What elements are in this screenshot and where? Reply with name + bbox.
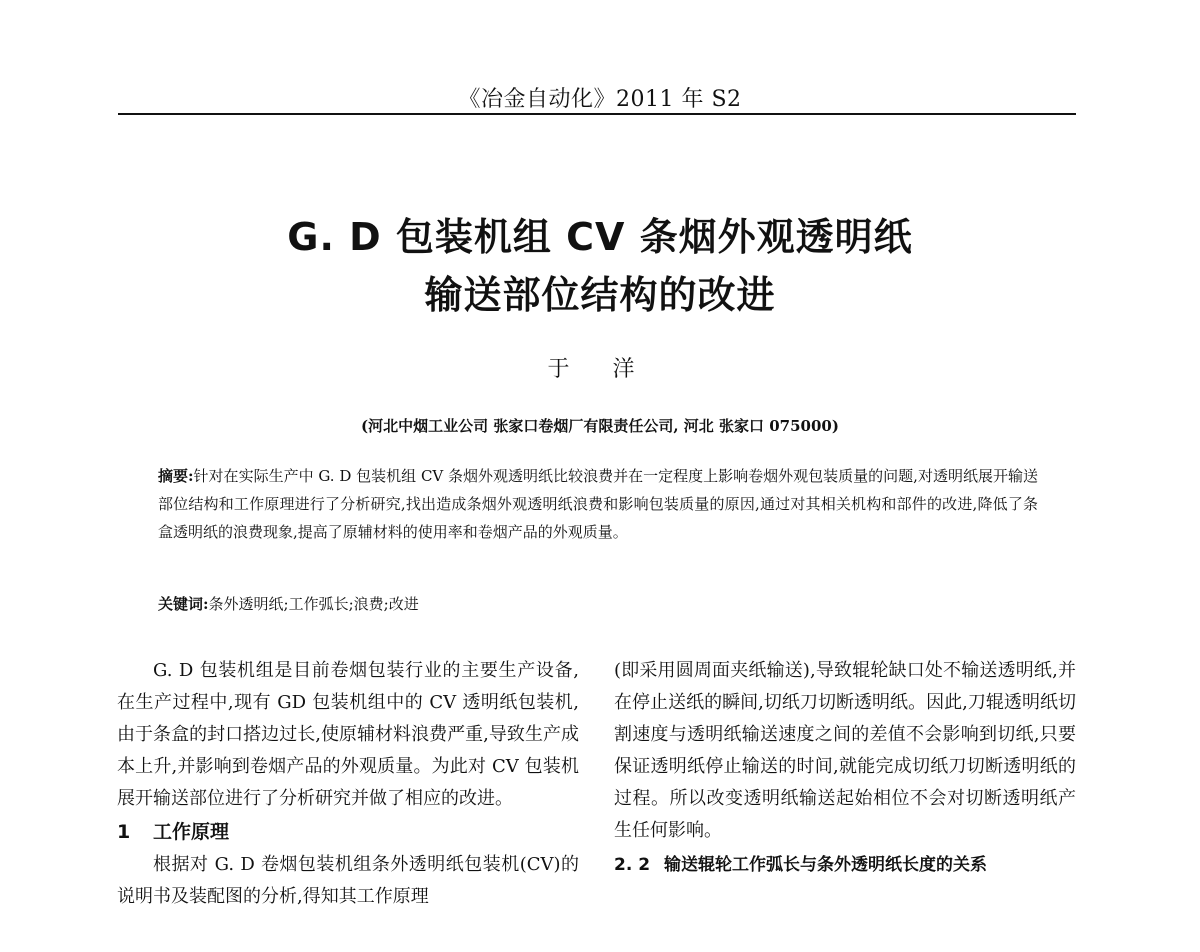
abstract-label: 摘要:: [158, 467, 194, 485]
paper-title: [0, 208, 1200, 324]
section-1-paragraph: 根据对 G. D 卷烟包装机组条外透明纸包装机(CV)的说明书及装配图的分析,得知其工作原理: [117, 854, 579, 907]
affiliation: (河北中烟工业公司 张家口卷烟厂有限责任公司, 河北 张家口 075000): [361, 417, 839, 435]
intro-paragraph: G. D 包装机组是目前卷烟包装行业的主要生产设备,在生产过程中,现有 GD 包装机组中的 CV 透明纸包装机,由于条盒的封口搭边过长,使原辅材料浪费严重,导致生产成本上升,并影响到卷烟产品的外观质量。为此对 CV 包装机展开输送部位进行了分析研究并做了相应的改进。: [117, 660, 579, 809]
body-column-left: [117, 655, 579, 913]
title-line-1: G. D 包装机组 CV 条烟外观透明纸: [287, 215, 913, 259]
section-2-2-title: 输送辊轮工作弧长与条外透明纸长度的关系: [664, 855, 987, 875]
right-paragraph: (即采用圆周面夹纸输送),导致辊轮缺口处不输送透明纸,并在停止送纸的瞬间,切纸刀切断透明纸。因此,刀辊透明纸切割速度与透明纸输送速度之间的差值不会影响到切纸,只要保证透明纸停止输送的时间,就能完成切纸刀切断透明纸的过程。所以改变透明纸输送起始相位不会对切断透明纸产生任何影响。: [614, 660, 1076, 841]
section-1-title: 工作原理: [153, 821, 230, 843]
keywords-text: 条外透明纸;工作弧长;浪费;改进: [208, 595, 419, 613]
section-2-2-heading: [614, 847, 1076, 883]
keywords-label: 关键词:: [158, 595, 209, 613]
abstract-text: 针对在实际生产中 G. D 包装机组 CV 条烟外观透明纸比较浪费并在一定程度上影响卷烟外观包装质量的问题,对透明纸展开输送部位结构和工作原理进行了分析研究,找出造成条烟外观透明纸浪费和影响包装质量的原因,通过对其相关机构和部件的改进,降低了条盒透明纸的浪费现象,提高了原辅材料的使用率和卷烟产品的外观质量。: [158, 467, 1038, 541]
title-line-2: 输送部位结构的改进: [424, 273, 776, 317]
section-2-2-number: 2. 2: [614, 855, 651, 875]
running-header: 《冶金自动化》2011 年 S2: [458, 87, 742, 112]
section-1-heading: [117, 815, 579, 849]
keywords: [158, 592, 1038, 616]
abstract: [158, 462, 1038, 546]
section-1-number: 1: [117, 821, 131, 843]
header-rule: [118, 113, 1076, 115]
body-column-right: [614, 655, 1076, 883]
author: 于 洋: [547, 357, 653, 382]
